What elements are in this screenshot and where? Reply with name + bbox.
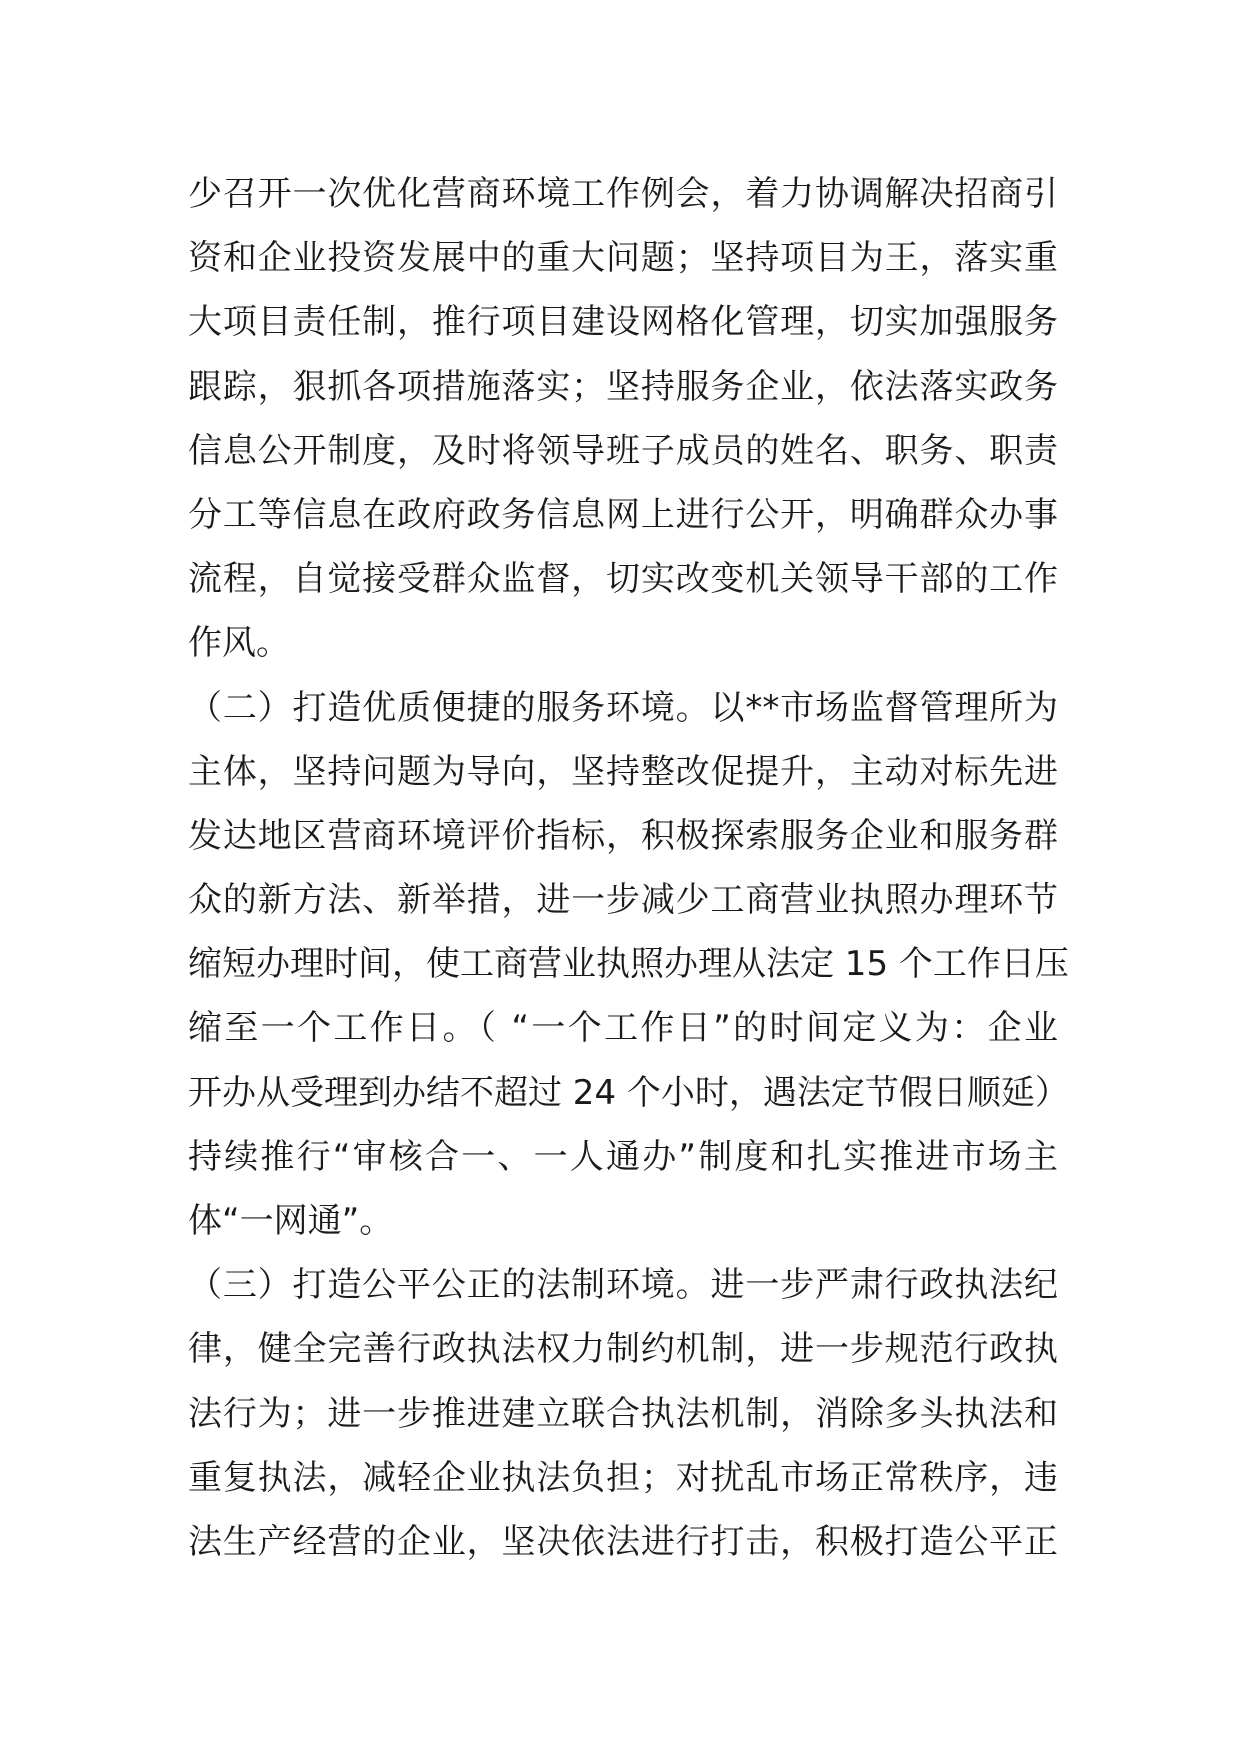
- text-line: （三）打造公平公正的法制环境。进一步严肃行政执法纪: [188, 1265, 1058, 1306]
- text-line: 开办从受理到办结不超过 24 个小时，遇法定节假日顺延）: [188, 1072, 1069, 1113]
- text-line: 信息公开制度，及时将领导班子成员的姓名、职务、职责: [188, 430, 1058, 471]
- text-line: 发达地区营商环境评价指标，积极探索服务企业和服务群: [188, 815, 1058, 856]
- text-line: 大项目责任制，推行项目建设网格化管理，切实加强服务: [188, 302, 1058, 343]
- text-line: 作风。: [188, 623, 290, 664]
- text-line: 众的新方法、新举措，进一步减少工商营业执照办理环节: [188, 880, 1058, 921]
- text-line: 缩至一个工作日。（ “一个工作日”的时间定义为：企业: [188, 1008, 1058, 1049]
- text-line: 重复执法，减轻企业执法负担；对扰乱市场正常秩序，违: [188, 1457, 1058, 1498]
- text-line: 主体，坚持问题为导向，坚持整改促提升，主动对标先进: [188, 751, 1058, 792]
- text-line: 流程，自觉接受群众监督，切实改变机关领导干部的工作: [188, 559, 1058, 600]
- text-line: 少召开一次优化营商环境工作例会，着力协调解决招商引: [188, 174, 1058, 214]
- text-line: 法生产经营的企业，坚决依法进行打击，积极打造公平正: [188, 1521, 1058, 1562]
- text-line: 资和企业投资发展中的重大问题；坚持项目为王，落实重: [188, 238, 1058, 279]
- body-text: [188, 162, 1069, 1574]
- text-line: （二）打造优质便捷的服务环境。以**市场监督管理所为: [188, 687, 1058, 728]
- text-line: 跟踪，狠抓各项措施落实；坚持服务企业，依法落实政务: [188, 366, 1058, 407]
- text-line: 缩短办理时间，使工商营业执照办理从法定 15 个工作日压: [188, 944, 1069, 985]
- text-line: 分工等信息在政府政务信息网上进行公开，明确群众办事: [188, 494, 1058, 535]
- text-line: 法行为；进一步推进建立联合执法机制，消除多头执法和: [188, 1393, 1058, 1434]
- text-line: 律，健全完善行政执法权力制约机制，进一步规范行政执: [188, 1329, 1058, 1370]
- text-line: 持续推行“审核合一、一人通办”制度和扎实推进市场主: [188, 1136, 1058, 1177]
- text-line: 体“一网通”。: [188, 1201, 394, 1241]
